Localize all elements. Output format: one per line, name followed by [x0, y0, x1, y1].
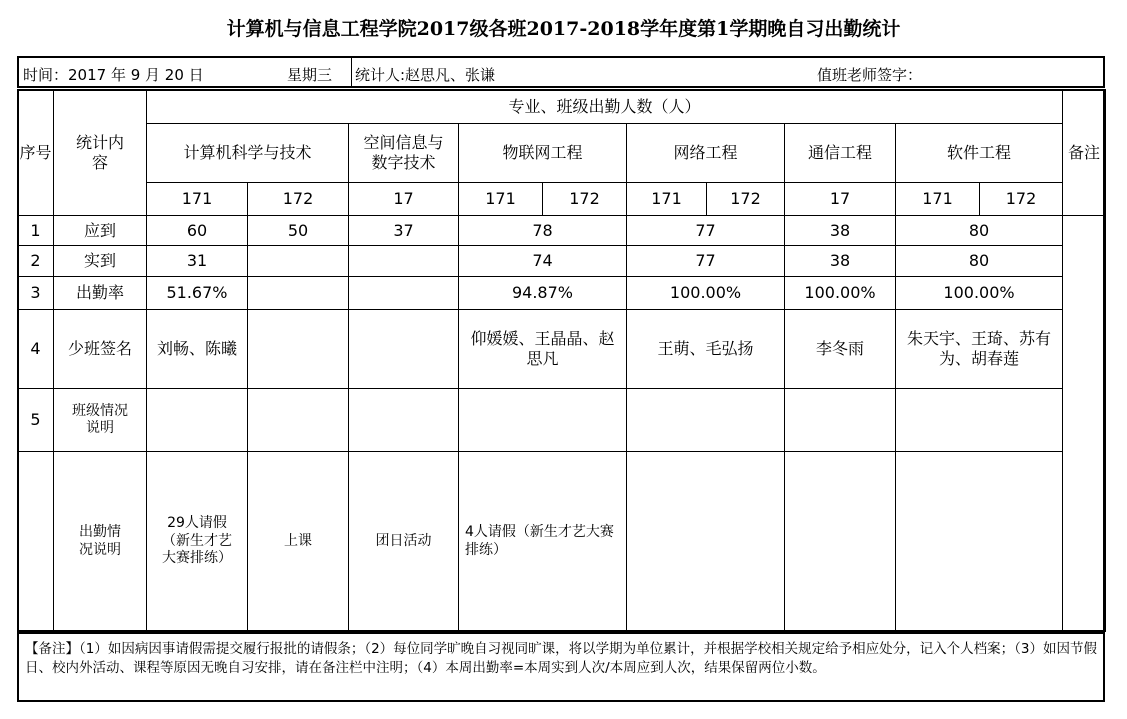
row-2-cs172 — [248, 246, 349, 277]
row-4-iot: 仰媛媛、王晶晶、赵思凡 — [459, 310, 627, 389]
content-header: 统计内容 — [54, 90, 147, 216]
row-1-sp17: 37 — [349, 216, 459, 246]
row-2-iot: 74 — [459, 246, 627, 277]
row-5-soft — [896, 389, 1063, 452]
row-2-soft: 80 — [896, 246, 1063, 277]
row-1-cs171: 60 — [147, 216, 248, 246]
row-2-cs171: 31 — [147, 246, 248, 277]
row-5-cs172 — [248, 389, 349, 452]
major-cs: 计算机科学与技术 — [147, 124, 349, 183]
row-6-comm — [785, 452, 896, 632]
row-3-comm: 100.00% — [785, 277, 896, 310]
row-4-soft: 朱天宇、王琦、苏有为、胡春莲 — [896, 310, 1063, 389]
table-row — [18, 452, 1106, 632]
row-5-comm — [785, 389, 896, 452]
group-header: 专业、班级出勤人数（人） — [147, 90, 1063, 124]
row-5-iot — [459, 389, 627, 452]
row-6-iot: 4人请假（新生才艺大赛排练） — [459, 452, 627, 632]
row-2-label: 实到 — [54, 246, 147, 277]
major-iot: 物联网工程 — [459, 124, 627, 183]
row-6-cs171: 29人请假（新生才艺大赛排练） — [147, 452, 248, 632]
class-iot-172: 172 — [543, 183, 627, 216]
row-1-soft: 80 — [896, 216, 1063, 246]
row-6-sp17: 团日活动 — [349, 452, 459, 632]
row-2-comm: 38 — [785, 246, 896, 277]
class-cs-171: 171 — [147, 183, 248, 216]
row-5-cs171 — [147, 389, 248, 452]
major-comm: 通信工程 — [785, 124, 896, 183]
row-2-no: 2 — [18, 246, 54, 277]
table-row — [18, 277, 1106, 310]
row-4-no: 4 — [18, 310, 54, 389]
remark-cell — [1063, 216, 1106, 632]
row-6-label: 出勤情况说明 — [54, 452, 147, 632]
row-1-iot: 78 — [459, 216, 627, 246]
class-spatial-17: 17 — [349, 183, 459, 216]
row-1-no: 1 — [18, 216, 54, 246]
date-text: 时间：2017 年 9 月 20 日 — [23, 66, 204, 84]
row-1-comm: 38 — [785, 216, 896, 246]
table-row — [18, 246, 1106, 277]
row-5-net — [627, 389, 785, 452]
class-soft-172: 172 — [980, 183, 1063, 216]
major-spatial: 空间信息与数字技术 — [349, 124, 459, 183]
row-4-label: 少班签名 — [54, 310, 147, 389]
weekday-text: 星期三 — [287, 66, 333, 84]
row-4-cs172 — [248, 310, 349, 389]
row-3-cs171: 51.67% — [147, 277, 248, 310]
class-net-171: 171 — [627, 183, 707, 216]
row-4-sp17 — [349, 310, 459, 389]
table-row — [18, 216, 1106, 246]
row-3-soft: 100.00% — [896, 277, 1063, 310]
seq-header: 序号 — [18, 90, 54, 216]
row-2-sp17 — [349, 246, 459, 277]
major-network: 网络工程 — [627, 124, 785, 183]
row-5-label: 班级情况说明 — [54, 389, 147, 452]
teacher-sign-label: 值班老师签字： — [817, 66, 923, 84]
row-6-cs172: 上课 — [248, 452, 349, 632]
row-5-no: 5 — [18, 389, 54, 452]
table-row — [18, 389, 1106, 452]
row-2-net: 77 — [627, 246, 785, 277]
attendance-sheet — [17, 89, 1105, 701]
row-3-label: 出勤率 — [54, 277, 147, 310]
row-4-cs171: 刘畅、陈曦 — [147, 310, 248, 389]
row-6-soft — [896, 452, 1063, 632]
row-6-net — [627, 452, 785, 632]
class-net-172: 172 — [707, 183, 785, 216]
row-3-sp17 — [349, 277, 459, 310]
info-bar — [17, 56, 1105, 88]
row-3-net: 100.00% — [627, 277, 785, 310]
row-3-cs172 — [248, 277, 349, 310]
attendance-table — [17, 89, 1106, 632]
row-1-cs172: 50 — [248, 216, 349, 246]
class-comm-17: 17 — [785, 183, 896, 216]
class-cs-172: 172 — [248, 183, 349, 216]
row-3-iot: 94.87% — [459, 277, 627, 310]
row-1-net: 77 — [627, 216, 785, 246]
counter-text: 统计人:赵思凡、张谦 — [355, 66, 496, 84]
page-title: 计算机与信息工程学院2017级各班2017-2018学年度第1学期晚自习出勤统计 — [226, 18, 901, 40]
row-1-label: 应到 — [54, 216, 147, 246]
row-4-net: 王萌、毛弘扬 — [627, 310, 785, 389]
class-iot-171: 171 — [459, 183, 543, 216]
row-5-sp17 — [349, 389, 459, 452]
info-divider — [351, 58, 352, 86]
major-software: 软件工程 — [896, 124, 1063, 183]
class-soft-171: 171 — [896, 183, 980, 216]
note-box: 【备注】（1）如因病因事请假需提交履行报批的请假条；（2）每位同学旷晚自习视同旷课，将以学期为单位累计，并根据学校相关规定给予相应处分，记入个人档案；（3）如因节假日、校内外活动、课程等原因无晚自习安排，请在备注栏中注明；（4）本周出勤率=本周实到人次/本周应到人次，结果保留两位小数。 — [17, 632, 1105, 702]
row-4-comm: 李冬雨 — [785, 310, 896, 389]
row-6-no — [18, 452, 54, 632]
remark-header: 备注 — [1063, 90, 1106, 216]
row-3-no: 3 — [18, 277, 54, 310]
table-row — [18, 310, 1106, 389]
